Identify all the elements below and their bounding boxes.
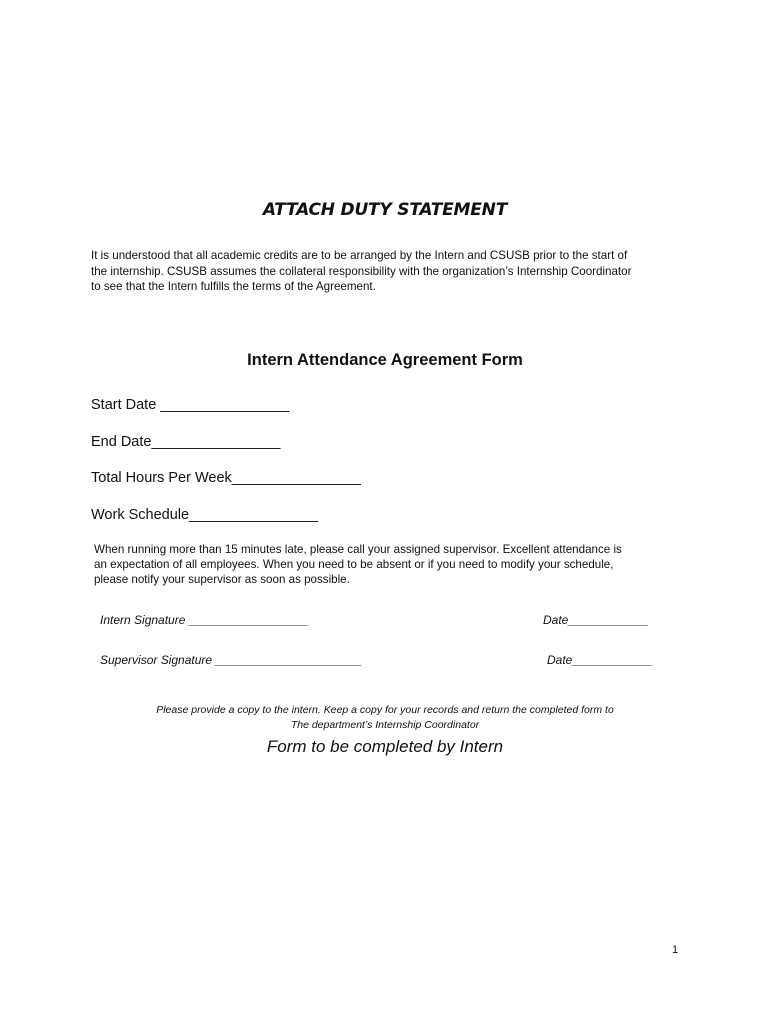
attendance-line: When running more than 15 minutes late, please call your assigned supervisor. Excellent attendance is [94,543,622,556]
footer-line: Please provide a copy to the intern. Keep a copy for your records and return the completed form to [156,704,614,716]
intro-line: the internship. CSUSB assumes the collateral responsibility with the organization’s Internship Coordinator [91,264,632,278]
attendance-line: an expectation of all employees. When you need to be absent or if you need to modify your schedule, [94,558,614,571]
intern-signature-line: Intern Signature __________________ [100,613,309,627]
attendance-line: please notify your supervisor as soon as possible. [94,573,350,586]
attendance-paragraph [94,542,684,587]
supervisor-signature-line: Supervisor Signature ______________________ [100,653,363,667]
intro-paragraph [91,248,681,295]
intro-line: to see that the Intern fulfills the terms of the Agreement. [91,280,376,293]
footer-instructions [0,703,770,733]
start-date-field: Start Date ________________ [91,397,290,413]
intro-line: It is understood that all academic credits are to be arranged by the Intern and CSUSB prior to the start of [91,249,628,262]
footer-line: The department’s Internship Coordinator [290,719,480,731]
duty-statement-heading: ATTACH DUTY STATEMENT [262,200,508,220]
supervisor-date-line: Date____________ [547,653,653,667]
work-schedule-field: Work Schedule________________ [91,507,319,523]
completed-by-note: Form to be completed by Intern [266,737,504,756]
form-title: Intern Attendance Agreement Form [247,351,523,369]
end-date-field: End Date________________ [91,434,281,450]
page-number: 1 [672,944,679,956]
intern-date-line: Date____________ [543,613,649,627]
total-hours-field: Total Hours Per Week________________ [91,470,361,486]
